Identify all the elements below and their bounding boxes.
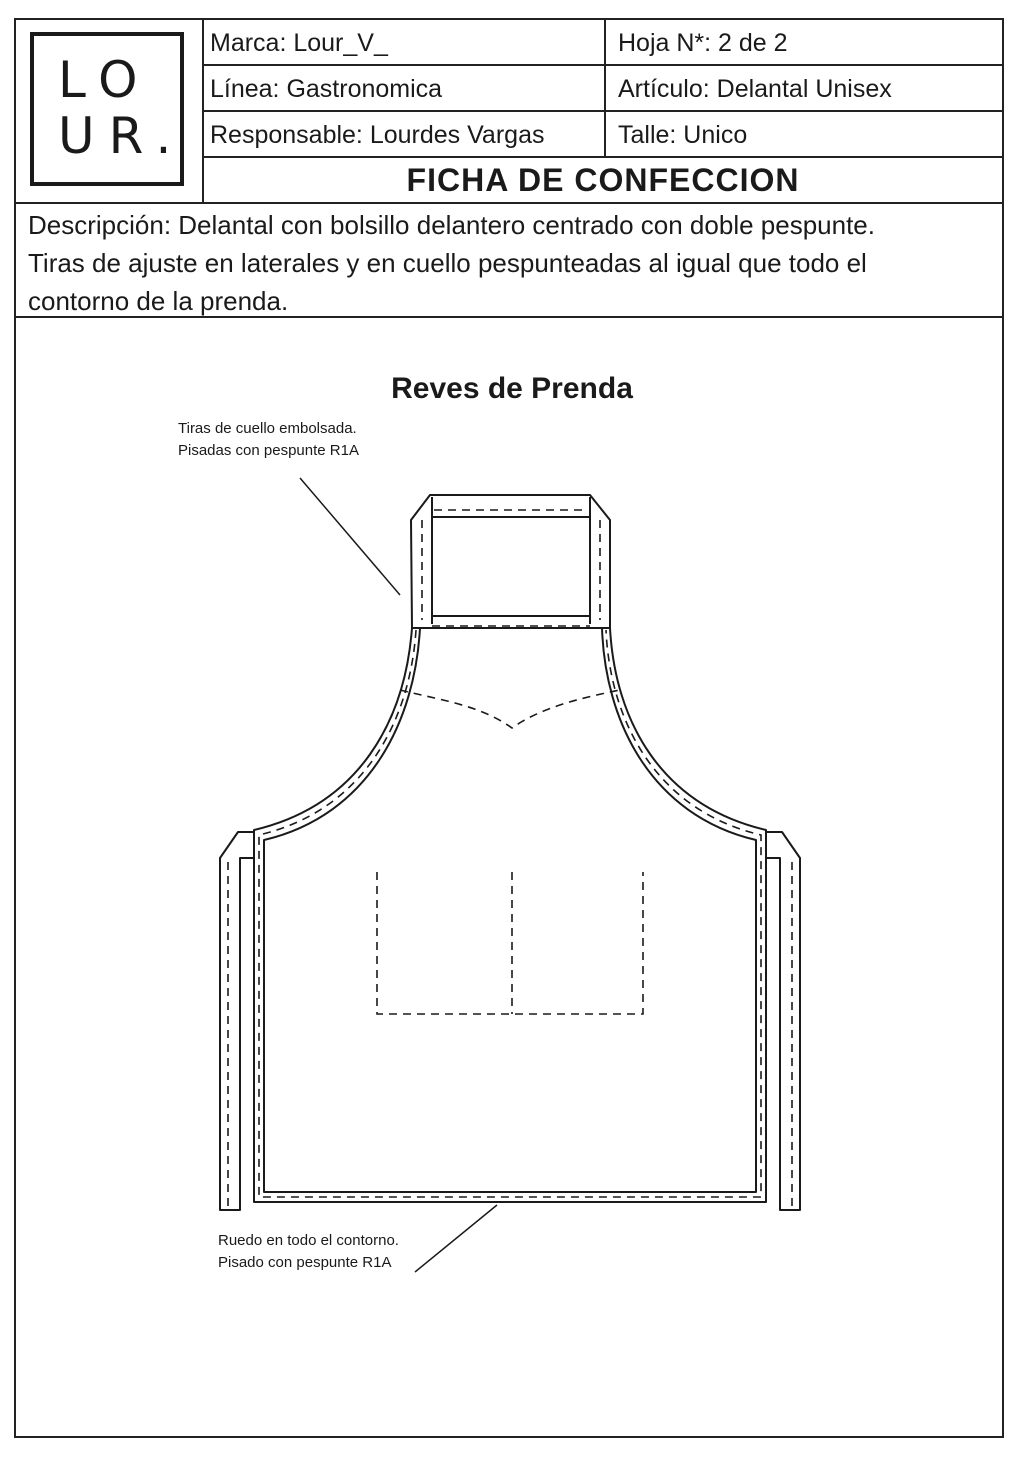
drawing-title: Reves de Prenda (391, 372, 633, 405)
technical-sheet (14, 18, 1004, 1438)
sheet-header (16, 20, 1002, 204)
description-line-3: contorno de la prenda. (28, 286, 289, 316)
brand-logo (30, 32, 184, 186)
neck-strap-note-line-1: Tiras de cuello embolsada. (178, 420, 357, 437)
responsible-field: Responsable: Lourdes Vargas (210, 121, 545, 149)
hem-note-line-2: Pisado con pespunte R1A (218, 1254, 392, 1271)
line-field: Línea: Gastronomica (210, 75, 443, 103)
cell-divider (604, 20, 606, 64)
neck-strap-note-line-2: Pisadas con pespunte R1A (178, 442, 359, 459)
logo-line-2: UR. (58, 107, 186, 165)
article-field: Artículo: Delantal Unisex (618, 75, 892, 103)
header-row-responsible (204, 112, 1002, 158)
sheet-number-field: Hoja N*: 2 de 2 (618, 29, 788, 57)
description-line-2: Tiras de ajuste en laterales y en cuello pespunteadas al igual que todo el (28, 248, 867, 278)
header-row-line (204, 66, 1002, 112)
size-field: Talle: Unico (618, 121, 748, 149)
description-line-1: Descripción: Delantal con bolsillo delantero centrado con doble pespunte. (28, 210, 875, 240)
neck-strap-note (178, 418, 359, 462)
cell-divider (604, 66, 606, 110)
logo-cell (16, 20, 204, 202)
garment-description (16, 204, 1002, 318)
logo-line-1: LO (58, 51, 152, 109)
brand-field: Marca: Lour_V_ (210, 29, 388, 57)
cell-divider (604, 112, 606, 156)
sheet-title: FICHA DE CONFECCION (406, 162, 800, 198)
hem-note (218, 1230, 399, 1274)
header-row-brand (204, 20, 1002, 66)
hem-note-line-1: Ruedo en todo el contorno. (218, 1232, 399, 1249)
